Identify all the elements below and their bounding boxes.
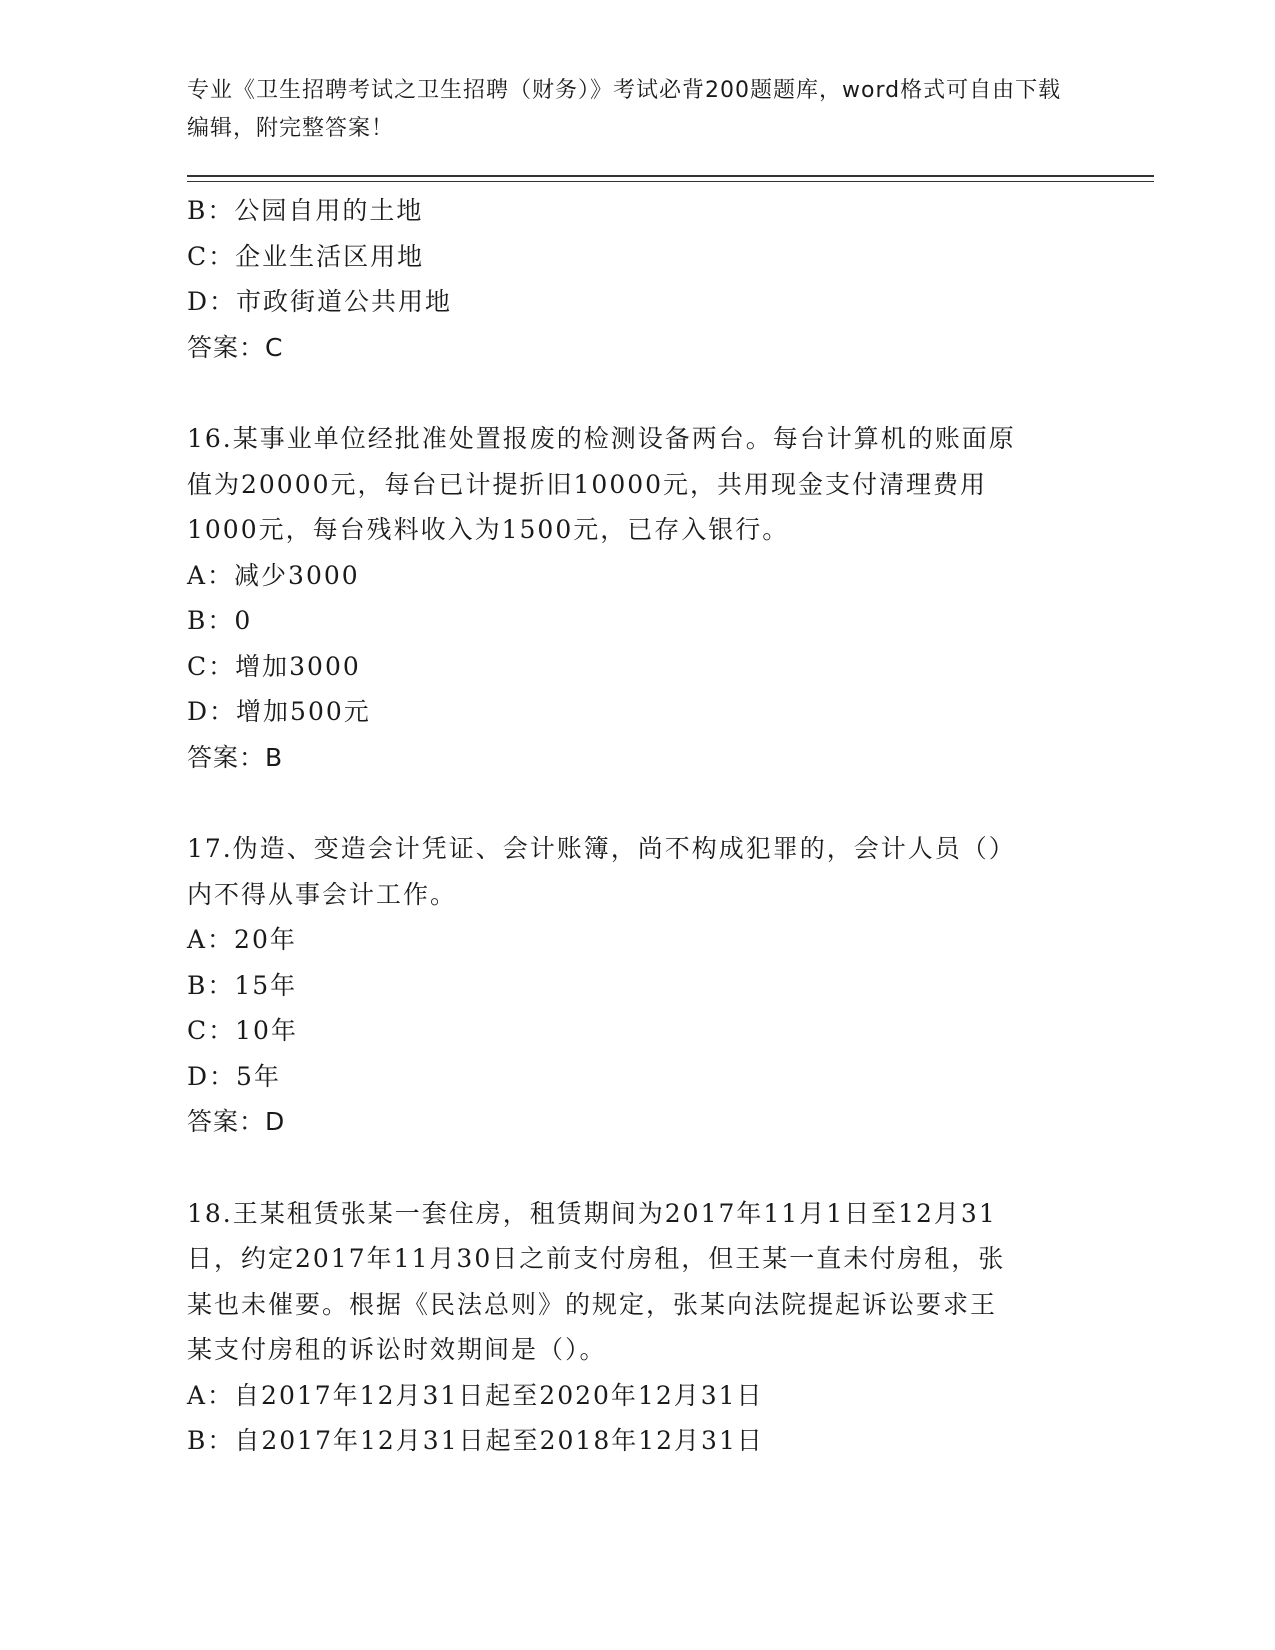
header-divider-thick — [187, 175, 1154, 177]
option-c: C：10年 — [187, 1016, 298, 1045]
question-17 — [187, 826, 1087, 1145]
question-stem-line: 某支付房租的诉讼时效期间是（）。 — [187, 1335, 607, 1364]
question-stem-line: 日，约定2017年11月30日之前支付房租，但王某一直未付房租，张 — [187, 1244, 1006, 1273]
option-a: A：20年 — [187, 925, 297, 954]
spacer — [187, 1145, 1087, 1191]
question-stem-line: 17.伪造、变造会计凭证、会计账簿，尚不构成犯罪的，会计人员（） — [187, 834, 1016, 863]
question-stem-line: 某也未催要。根据《民法总则》的规定，张某向法院提起诉讼要求王 — [187, 1289, 998, 1319]
question-stem-line: 16.某事业单位经批准处置报废的检测设备两台。每台计算机的账面原 — [187, 424, 1016, 453]
document-body — [187, 188, 1087, 1464]
option-c: C：增加3000 — [187, 651, 361, 681]
page-header: 专业《卫生招聘考试之卫生招聘（财务）》考试必背200题题库，word格式可自由下载编辑，附完整答案！ — [187, 78, 1062, 141]
question-18 — [187, 1191, 1087, 1464]
spacer — [187, 370, 1087, 416]
question-stem-line: 18.王某租赁张某一套住房，租赁期间为2017年11月1日至12月31 — [187, 1198, 997, 1228]
answer: 答案：C — [187, 332, 284, 362]
option-d: D：增加500元 — [187, 697, 371, 726]
question-stem-line: 值为20000元，每台已计提折旧10000元，共用现金支付清理费用 — [187, 469, 988, 499]
option-b: B：公园自用的土地 — [187, 196, 424, 225]
question-stem-line: 1000元，每台残料收入为1500元，已存入银行。 — [187, 515, 790, 544]
option-d: D：市政街道公共用地 — [187, 287, 453, 316]
option-d: D：5年 — [187, 1061, 281, 1091]
option-c: C：企业生活区用地 — [187, 241, 425, 271]
answer: 答案：D — [187, 1107, 286, 1136]
answer: 答案：B — [187, 742, 284, 772]
option-a: A：自2017年12月31日起至2020年12月31日 — [187, 1380, 764, 1410]
option-b: B：15年 — [187, 970, 298, 1000]
question-16 — [187, 416, 1087, 780]
header-divider-thin — [187, 181, 1154, 182]
option-b: B：自2017年12月31日起至2018年12月31日 — [187, 1426, 764, 1455]
question-15-continued — [187, 188, 1087, 370]
question-stem-line: 内不得从事会计工作。 — [187, 879, 458, 909]
option-b: B：0 — [187, 606, 253, 635]
option-a: A：减少3000 — [187, 560, 360, 590]
spacer — [187, 780, 1087, 826]
